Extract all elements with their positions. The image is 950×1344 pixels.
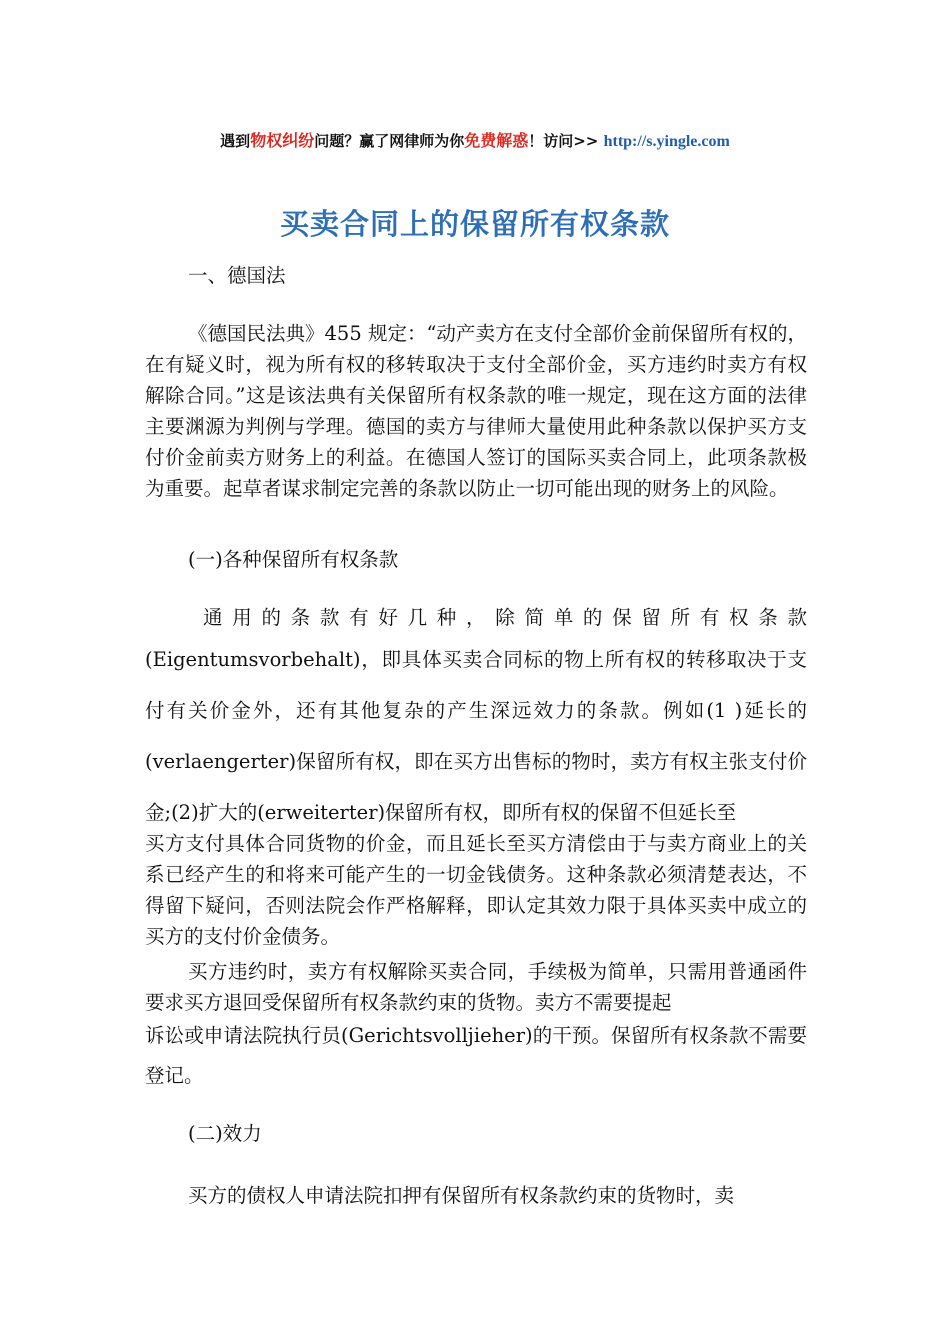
banner-suffix: ！访问>> <box>528 132 604 150</box>
banner-middle: 问题？赢了网律师为你 <box>314 132 465 150</box>
paragraph-clause-types-continued: 买方支付具体合同货物的价金，而且延长至买方清偿由于与卖方商业上的关系已经产生的和将来可能产生的一切金钱债务。这种条款必须清楚表达，不得留下疑问，否则法院会作严格解释，即认定其效力限于具体买卖中成立的买方的支付价金债务。 <box>145 832 807 948</box>
paragraph-clause-types-first-line: 通 用 的 条 款 有 好 几 种 ， 除 简 单 的 保 留 所 有 权 条 款 <box>203 606 807 629</box>
banner-topic: 物权纠纷 <box>250 131 315 150</box>
paragraph-clause-types: (Eigentumsvorbehalt)，即具体买卖合同标的物上所有权的转移取决于支付有关价金外，还有其他复杂的产生深远效力的条款。例如(1 )延长的(verlaengerter)保留所有权，即在买方出售标的物时，卖方有权主张支付价金;(2)扩大的(erweiterter)保留所有权，即所有权的保留不但延长至 <box>145 648 807 824</box>
section-heading-germany: 一、德国法 <box>188 264 286 287</box>
paragraph-effect: 买方的债权人申请法院扣押有保留所有权条款约束的货物时，卖 <box>188 1184 735 1207</box>
document-title: 买卖合同上的保留所有权条款 <box>279 207 670 241</box>
ad-banner[interactable] <box>0 128 950 151</box>
paragraph-breach-tail: 诉讼或申请法院执行员(Gerichtsvolljieher)的干预。保留所有权条款不需要登记。 <box>145 1024 807 1087</box>
subsection-heading-effect: (二)效力 <box>188 1122 262 1145</box>
banner-prefix: 遇到 <box>220 132 251 150</box>
banner-link[interactable]: http://s.yingle.com <box>603 133 730 150</box>
subsection-heading-clause-types: (一)各种保留所有权条款 <box>188 548 399 571</box>
banner-offer: 免费解惑 <box>464 131 529 150</box>
paragraph-bgb-455: 《德国民法典》455 规定：“动产卖方在支付全部价金前保留所有权的，在有疑义时，视为所有权的移转取决于支付全部价金，买方违约时卖方有权解除合同。”这是该法典有关保留所有权条款的唯一规定，现在这方面的法律主要渊源为判例与学理。德国的卖方与律师大量使用此种条款以保护买方支付价金前卖方财务上的利益。在德国人签订的国际买卖合同上，此项条款极为重要。起草者谋求制定完善的条款以防止一切可能出现的财务上的风险。 <box>145 322 807 500</box>
paragraph-breach-head: 买方违约时，卖方有权解除买卖合同，手续极为简单，只需用普通函件要求买方退回受保留所有权条款约束的货物。卖方不需要提起 <box>145 960 807 1014</box>
